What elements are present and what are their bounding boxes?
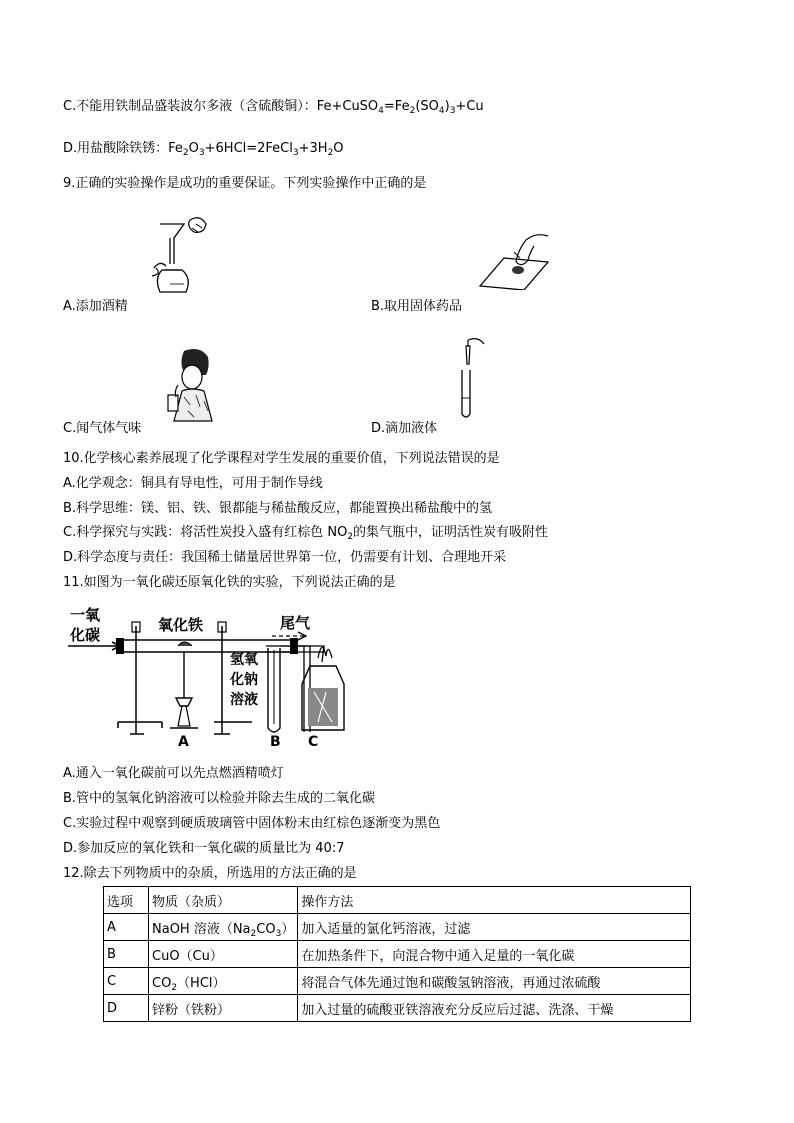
option-cell: D	[104, 995, 149, 1022]
q11-option-b: B.管中的氢氧化钠溶液可以检验并除去生成的二氧化碳	[63, 791, 376, 806]
co-reduction-apparatus	[66, 602, 356, 750]
option-cell: B	[104, 941, 149, 968]
drop-liquid-illustration	[456, 336, 492, 422]
table-row	[104, 914, 691, 941]
option-cell: C	[104, 968, 149, 995]
option-cell: A	[104, 914, 149, 941]
substance-cell: CuO（Cu）	[149, 941, 298, 968]
apparatus-label-naoh-line2: 化钠	[230, 672, 258, 688]
impurity-removal-table	[103, 886, 691, 1022]
table-header-cell: 选项	[104, 887, 149, 914]
q9-option-b: B.取用固体药品	[371, 299, 463, 314]
smell-gas-illustration	[160, 345, 220, 423]
apparatus-label-a: A	[178, 734, 189, 750]
q10-option-d: D.科学态度与责任：我国稀土储量居世界第一位，仍需要有计划、合理地开采	[63, 550, 507, 565]
method-cell: 在加热条件下，向混合物中通入足量的一氧化碳	[298, 941, 691, 968]
method-cell: 加入过量的硫酸亚铁溶液充分反应后过滤、洗涤、干燥	[298, 995, 691, 1022]
solid-reagent-illustration	[478, 228, 550, 290]
q9-stem: 9.正确的实验操作是成功的重要保证。下列实验操作中正确的是	[63, 176, 427, 191]
substance-cell: NaOH 溶液$(Na_2CO_3)$	[149, 914, 298, 941]
apparatus-label-naoh-line3: 溶液	[230, 692, 258, 708]
method-cell: 加入适量的氯化钙溶液，过滤	[298, 914, 691, 941]
apparatus-label-c: C	[308, 734, 319, 750]
q11-stem: 11.如图为一氧化碳还原氧化铁的实验，下列说法正确的是	[63, 575, 396, 590]
q10-option-a: A.化学观念：铜具有导电性，可用于制作导线	[63, 476, 323, 491]
q11-option-a: A.通入一氧化碳前可以先点燃酒精喷灯	[63, 766, 284, 781]
method-cell: 将混合气体先通过饱和碳酸氢钠溶液，再通过浓硫酸	[298, 968, 691, 995]
apparatus-label-co-line1: 一氧	[70, 606, 101, 624]
table-row	[104, 995, 691, 1022]
table-row	[104, 968, 691, 995]
substance-cell: 锌粉（铁粉）	[149, 995, 298, 1022]
q9-option-d: D.滴加液体	[371, 421, 438, 436]
apparatus-label-co-line2: 化碳	[70, 626, 101, 644]
q12-stem: 12.除去下列物质中的杂质，所选用的方法正确的是	[63, 866, 357, 881]
q8-option-c: C.不能用铁制品盛装波尔多液（含硫酸铜）：$Fe+CuSO_4=Fe_2(SO_4)_3+Cu$	[63, 99, 484, 116]
q10-stem: 10.化学核心素养展现了化学课程对学生发展的重要价值，下列说法错误的是	[63, 451, 500, 466]
add-alcohol-illustration	[140, 212, 220, 298]
table-header-cell: 操作方法	[298, 887, 691, 914]
table-header-row	[104, 887, 691, 914]
q8-option-d: D.用盐酸除铁锈：$Fe_2O_3+6HCl=2FeCl_3+3H_2O$	[63, 141, 344, 158]
apparatus-label-exhaust: 尾气	[280, 614, 311, 632]
q10-option-b: B.科学思维：镁、铝、铁、银都能与稀盐酸反应，都能置换出稀盐酸中的氢	[63, 501, 493, 516]
q9-option-c: C.闻气体气味	[63, 421, 142, 436]
table-row	[104, 941, 691, 968]
apparatus-label-naoh-line1: 氢氧	[230, 652, 258, 668]
apparatus-label-b: B	[270, 734, 281, 750]
table-header-cell: 物质（杂质）	[149, 887, 298, 914]
apparatus-label-fe2o3: 氧化铁	[158, 616, 204, 634]
q9-option-a: A.添加酒精	[63, 299, 128, 314]
q11-option-c: C.实验过程中观察到硬质玻璃管中固体粉末由红棕色逐渐变为黑色	[63, 816, 441, 831]
q11-option-d: D.参加反应的氧化铁和一氧化碳的质量比为 40:7	[63, 841, 345, 856]
q10-option-c: C.科学探究与实践：将活性炭投入盛有红棕色 $NO_2$的集气瓶中，证明活性炭有吸附性	[63, 525, 549, 542]
substance-cell: $CO_2(HCl)$	[149, 968, 298, 995]
